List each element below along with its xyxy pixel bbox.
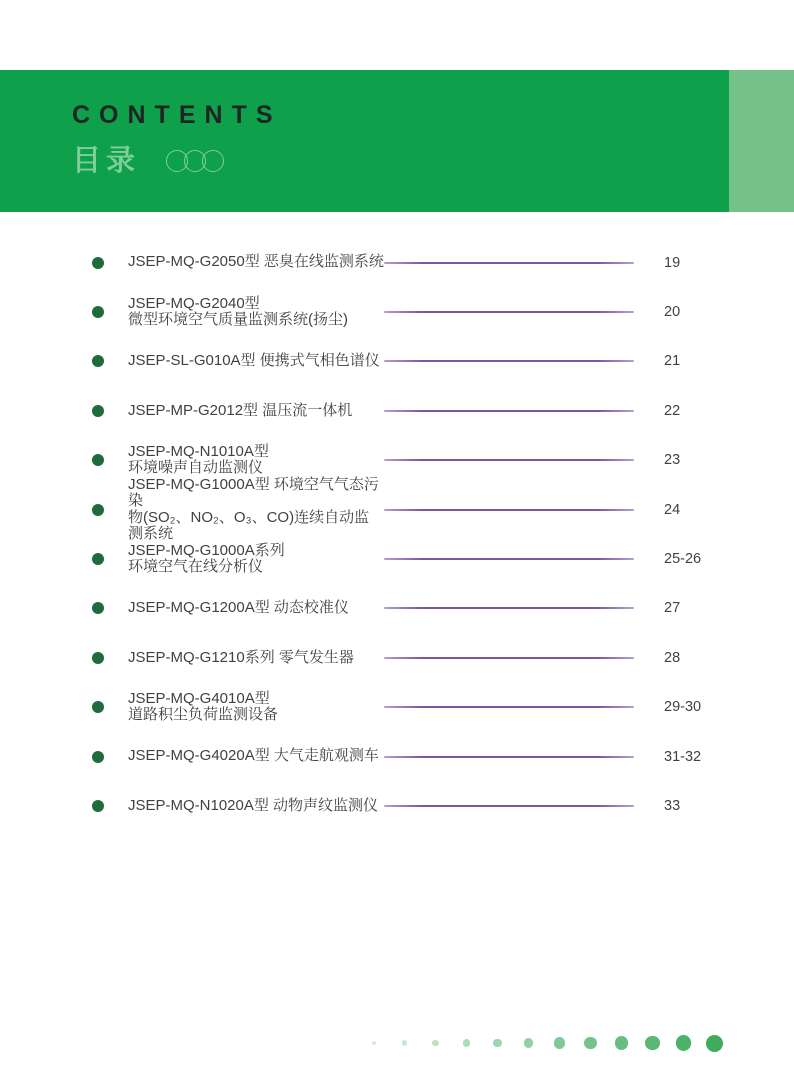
- toc-entry: [0, 584, 794, 633]
- header-banner: [0, 70, 794, 212]
- toc-item-title: JSEP-MQ-N1010A型 环境噪声自动监测仪: [128, 442, 269, 477]
- bullet-icon: [92, 257, 104, 269]
- toc-page-number: 19: [664, 254, 681, 271]
- toc-item-title: JSEP-MQ-G1000A系列 环境空气在线分析仪: [128, 541, 285, 576]
- leader-line: [384, 756, 634, 758]
- toc-page-number: 33: [664, 797, 681, 814]
- bullet-icon: [92, 405, 104, 417]
- bullet-icon: [92, 355, 104, 367]
- dot-slot: [544, 1037, 575, 1048]
- dot-icon: [676, 1035, 692, 1051]
- toc-entry: [0, 475, 794, 543]
- toc-item-title: JSEP-MQ-G4010A型 道路积尘负荷监测设备: [128, 689, 279, 724]
- toc-entry: [0, 683, 794, 732]
- toc-entry: [0, 386, 794, 435]
- dot-slot: [637, 1036, 668, 1051]
- dot-icon: [402, 1040, 407, 1045]
- toc-page-number: 25-26: [664, 551, 702, 568]
- bullet-icon: [92, 553, 104, 565]
- bullet-icon: [92, 751, 104, 763]
- toc-page-number: 24: [664, 501, 681, 518]
- dot-slot: [575, 1037, 606, 1049]
- bullet-icon: [92, 602, 104, 614]
- contents-title-cn: 目录: [72, 145, 141, 177]
- toc-entry: [0, 436, 794, 485]
- toc-page-number: 21: [664, 353, 681, 370]
- dot-icon: [432, 1040, 438, 1046]
- toc-entry: [0, 732, 794, 781]
- three-circles-icon: [166, 150, 224, 172]
- toc-page-number: 31-32: [664, 748, 702, 765]
- toc-entry: [0, 633, 794, 682]
- toc-page-number: 28: [664, 649, 681, 666]
- contents-title-en: CONTENTS: [72, 101, 282, 129]
- bullet-icon: [92, 652, 104, 664]
- leader-line: [384, 360, 634, 362]
- dot-slot: [451, 1039, 482, 1047]
- dot-icon: [584, 1037, 596, 1049]
- dot-slot: [606, 1036, 637, 1049]
- footer-dots: [358, 1034, 730, 1052]
- table-of-contents: [0, 238, 794, 831]
- leader-line: [384, 311, 634, 313]
- dot-slot: [358, 1041, 389, 1045]
- dot-icon: [706, 1035, 723, 1052]
- dot-slot: [513, 1038, 544, 1048]
- dot-icon: [463, 1039, 471, 1047]
- toc-item-title: JSEP-MQ-G2040型 微型环境空气质量监测系统(扬尘): [128, 294, 348, 329]
- toc-page-number: 29-30: [664, 699, 702, 716]
- toc-item-title: JSEP-MQ-G4020A型 大气走航观测车: [128, 747, 379, 765]
- toc-entry: [0, 534, 794, 583]
- dot-slot: [420, 1040, 451, 1046]
- leader-line: [384, 558, 634, 560]
- toc-item-title: JSEP-MQ-G1210系列 零气发生器: [128, 648, 354, 666]
- toc-entry: [0, 337, 794, 386]
- dot-slot: [389, 1040, 420, 1045]
- dot-icon: [524, 1038, 534, 1048]
- toc-item-title: JSEP-MQ-G2050型 恶臭在线监测系统: [128, 253, 384, 271]
- dot-slot: [482, 1039, 513, 1048]
- toc-entry: [0, 781, 794, 830]
- leader-line: [384, 509, 634, 511]
- toc-page-number: 27: [664, 600, 681, 617]
- toc-item-title: JSEP-MP-G2012型 温压流一体机: [128, 401, 353, 419]
- toc-item-title: JSEP-MQ-N1020A型 动物声纹监测仪: [128, 796, 379, 814]
- toc-item-title: JSEP-SL-G010A型 便携式气相色谱仪: [128, 352, 380, 370]
- toc-item-title: JSEP-MQ-G1000A型 环境空气气态污染 物(SO₂、NO₂、O₃、CO)连续自动监测系统: [128, 475, 379, 543]
- dot-slot: [699, 1035, 730, 1052]
- banner-content: [72, 100, 282, 178]
- circle-icon: [202, 150, 224, 172]
- bullet-icon: [92, 800, 104, 812]
- toc-entry: [0, 238, 794, 287]
- toc-page-number: 23: [664, 452, 681, 469]
- leader-line: [384, 410, 634, 412]
- dot-icon: [615, 1036, 628, 1049]
- bullet-icon: [92, 454, 104, 466]
- dot-icon: [554, 1037, 565, 1048]
- dot-icon: [493, 1039, 502, 1048]
- toc-page-number: 20: [664, 304, 681, 321]
- leader-line: [384, 657, 634, 659]
- bullet-icon: [92, 504, 104, 516]
- dot-icon: [372, 1041, 376, 1045]
- banner-subtitle-row: [72, 144, 282, 178]
- leader-line: [384, 706, 634, 708]
- leader-line: [384, 459, 634, 461]
- bullet-icon: [92, 306, 104, 318]
- toc-entry: [0, 287, 794, 336]
- leader-line: [384, 607, 634, 609]
- dot-slot: [668, 1035, 699, 1051]
- toc-item-title: JSEP-MQ-G1200A型 动态校准仪: [128, 599, 349, 617]
- leader-line: [384, 805, 634, 807]
- bullet-icon: [92, 701, 104, 713]
- banner-accent-strip: [729, 70, 794, 212]
- toc-page-number: 22: [664, 402, 681, 419]
- leader-line: [384, 262, 634, 264]
- dot-icon: [645, 1036, 660, 1051]
